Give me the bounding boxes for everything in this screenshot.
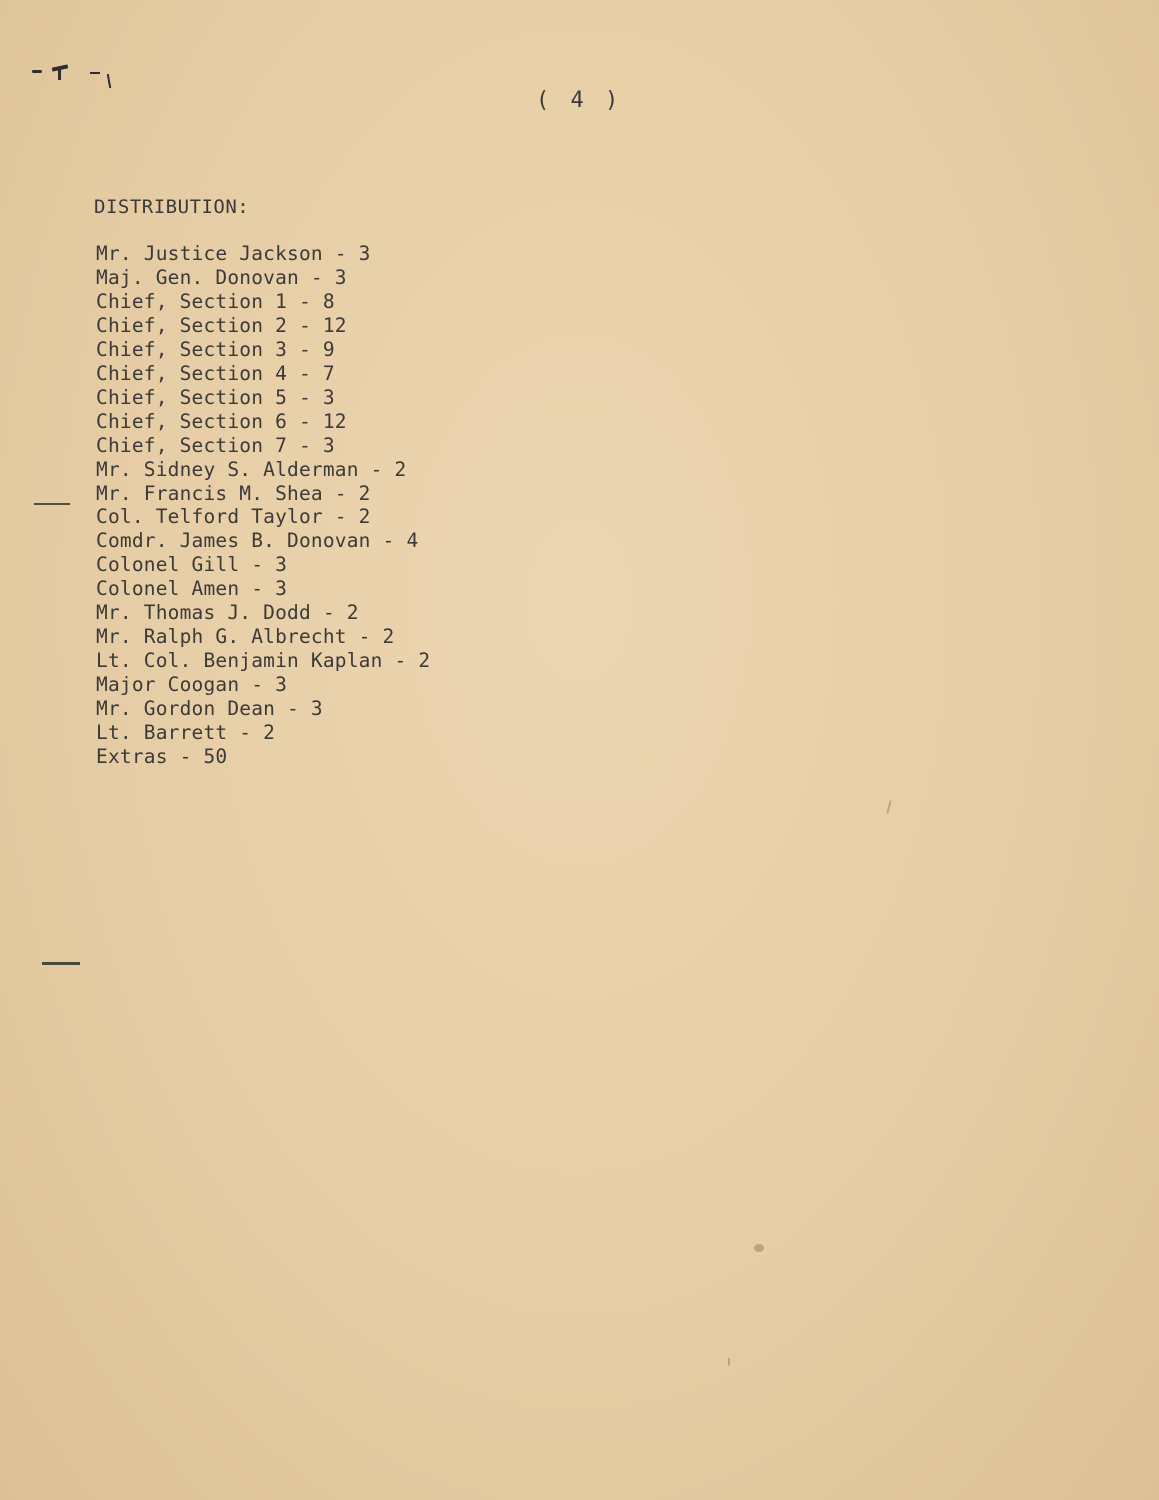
list-item: Major Coogan - 3 [96, 673, 288, 697]
ink-mark [58, 68, 61, 80]
distribution-list [96, 242, 430, 769]
list-item: Mr. Francis M. Shea - 2 [96, 481, 371, 505]
list-item: Lt. Barrett - 2 [96, 721, 276, 745]
list-item: Chief, Section 1 - 8 [96, 289, 335, 313]
list-item: Chief, Section 2 - 12 [96, 313, 347, 337]
paper-speck [728, 1358, 730, 1366]
ink-mark [32, 70, 42, 73]
list-item: Chief, Section 6 - 12 [96, 409, 347, 433]
list-item: Mr. Thomas J. Dodd - 2 [96, 601, 359, 625]
list-item: Chief, Section 3 - 9 [96, 337, 335, 361]
list-item: Maj. Gen. Donovan - 3 [96, 265, 347, 289]
list-item: Mr. Justice Jackson - 3 [96, 242, 371, 265]
list-item: Colonel Gill - 3 [96, 553, 288, 577]
ink-mark [107, 74, 111, 88]
list-item: Col. Telford Taylor - 2 [96, 505, 371, 529]
margin-mark [42, 962, 80, 965]
list-item: Extras - 50 [96, 745, 228, 769]
list-item: Mr. Sidney S. Alderman - 2 [96, 457, 407, 481]
list-item: Lt. Col. Benjamin Kaplan - 2 [96, 649, 431, 673]
list-item: Colonel Amen - 3 [96, 577, 288, 601]
margin-mark [34, 503, 70, 505]
list-item: Comdr. James B. Donovan - 4 [96, 529, 419, 553]
list-item: Mr. Gordon Dean - 3 [96, 697, 323, 721]
list-item: Mr. Ralph G. Albrecht - 2 [96, 625, 395, 649]
distribution-heading: DISTRIBUTION: [94, 196, 250, 218]
paper-speck [886, 800, 892, 814]
list-item: Chief, Section 4 - 7 [96, 361, 335, 385]
page-number: ( 4 ) [536, 88, 623, 113]
ink-mark [90, 72, 100, 74]
list-item: Chief, Section 7 - 3 [96, 433, 335, 457]
paper-speck [754, 1244, 764, 1252]
list-item: Chief, Section 5 - 3 [96, 385, 335, 409]
